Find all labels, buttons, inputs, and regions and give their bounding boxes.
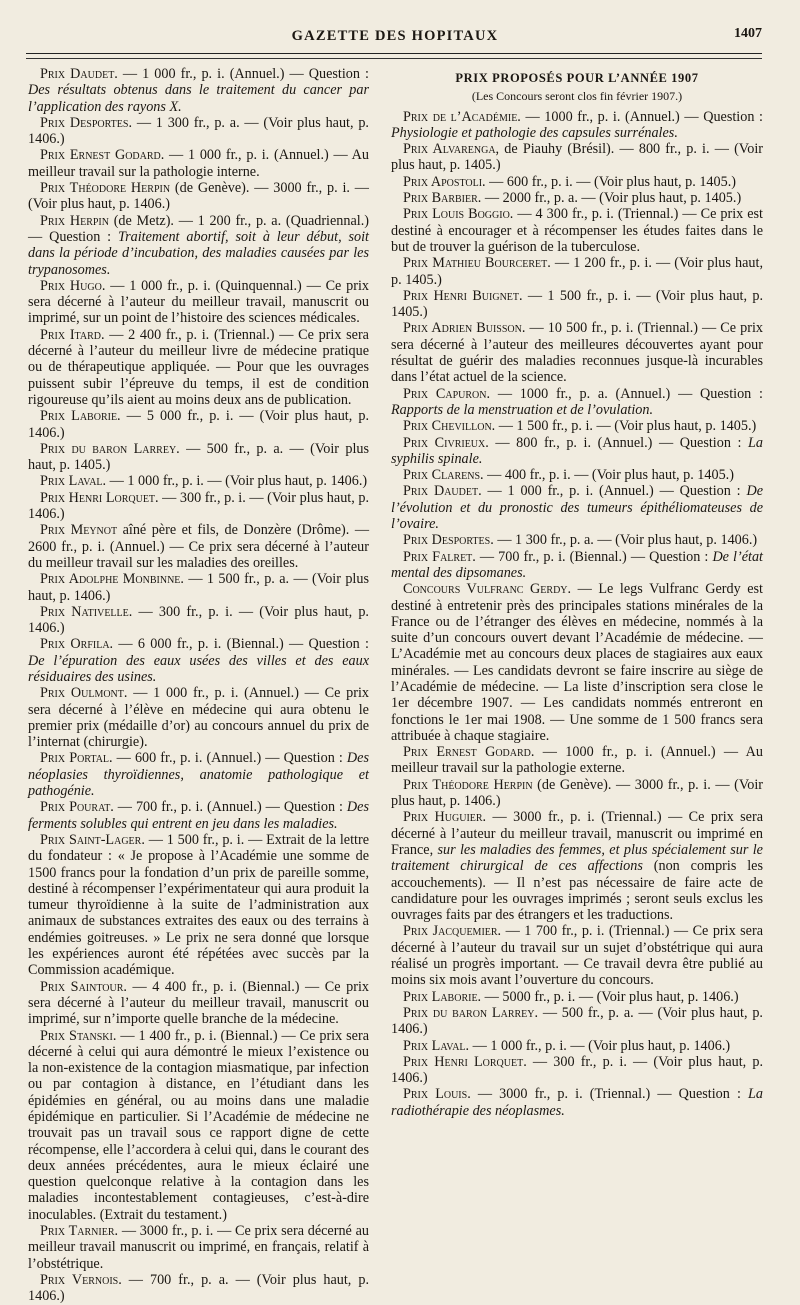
prize-details: — 3000 fr., p. i. (Triennal.) — Ce prix sera décerné à l’auteur du meilleur travail, manuscrit ou imprimé en France, — [391, 809, 763, 858]
prize-name: Prix Henri Lorquet. — [403, 1053, 527, 1070]
prize-details: (de Metz). — 1 200 fr., p. a. (Quadriennal.) — Question : — [28, 212, 369, 245]
prize-entry — [391, 141, 763, 174]
prize-entry — [391, 809, 763, 923]
prize-entry — [28, 1272, 369, 1305]
prize-question: Rapports de la menstruation et de l’ovulation. — [391, 401, 654, 418]
prize-name: Prix du baron Larrey. — [403, 1004, 539, 1021]
prize-details: — 1 500 fr., p. a. — (Voir plus haut, p. 1406.) — [28, 571, 369, 604]
prize-name: Prix Barbier. — [403, 190, 482, 207]
prize-entry — [391, 923, 763, 988]
prize-details: — 1000 fr., p. i. (Annuel.) — Question : — [520, 108, 763, 125]
prize-entry — [28, 979, 369, 1028]
prize-name: Prix Stanski. — [40, 1027, 117, 1044]
prize-details: — 1 000 fr., p. i. (Annuel.) — Question : — [117, 66, 369, 82]
prize-name: Prix Jacquemier. — [403, 923, 502, 940]
prize-name: Prix Alvarenga, — [403, 141, 500, 158]
prize-entry — [391, 435, 763, 468]
prize-entry — [28, 636, 369, 685]
prize-name: Prix Oulmont. — [40, 685, 128, 702]
prize-name: Prix Clarens. — [403, 467, 484, 484]
prize-name: Prix Itard. — [40, 326, 105, 343]
prize-question: Des résultats obtenus dans le traitement du cancer par l’application des rayons X. — [28, 82, 369, 115]
prize-name: Prix Laborie. — [40, 408, 121, 425]
prize-details: de Piauhy (Brésil). — 800 fr., p. i. — (Voir plus haut, p. 1405.) — [391, 141, 763, 174]
prize-entry — [391, 190, 763, 206]
prize-details: — 1 000 fr., p. i. (Annuel.) — Ce prix sera décerné à l’élève en médecine qui aura obtenu le premier prix (médaille d’or) au concours annuel du prix de l’internat (chirurgie). — [28, 685, 369, 751]
prize-details: — 1 500 fr., p. i. — Extrait de la lettre du fondateur : « Je propose à l’Académie une somme de 1500 francs pour la fondation d’un prix de pareille somme, destiné à récompenser l’expérimentateur qui aura produit la tumeur thyroïdienne à la suite de l’administration aux animaux de substances extraites des eaux ou des terrains à endémies goitreuses. » Le prix ne sera donné que lorsque les expériences auront été répétées avec succès par la Commission académique. — [28, 831, 369, 979]
prize-entry — [28, 490, 369, 523]
prize-details: — 1000 fr., p. i. (Annuel.) — Au meilleur travail sur la pathologie externe. — [391, 744, 763, 777]
prize-details: — 300 fr., p. i. — (Voir plus haut, p. 1406.) — [28, 489, 369, 523]
prize-entry — [391, 483, 763, 532]
prize-details: — 700 fr., p. i. (Biennal.) — Question : — [475, 548, 713, 565]
prize-entry — [391, 1054, 763, 1087]
prize-details: — 1 500 fr., p. i. — (Voir plus haut, p. 1405.) — [391, 287, 763, 321]
prize-question: Des ferments solubles qui entrent en jeu dans les maladies. — [28, 799, 369, 832]
prize-name: Prix Tarnier. — [40, 1223, 119, 1240]
prize-name: Prix Civrieux. — [403, 434, 489, 451]
prize-name: Prix de l’Académie. — [403, 108, 521, 125]
prize-details: — 1 000 fr., p. i. — (Voir plus haut, p. 1406.) — [106, 473, 368, 490]
prize-name: Prix Portal. — [40, 750, 113, 767]
prize-name: Prix Apostoli. — [403, 173, 486, 190]
prize-entry — [28, 604, 369, 637]
page-number: 1407 — [734, 26, 762, 41]
prize-entry — [28, 799, 369, 832]
prize-name: Prix Ernest Godard. — [403, 744, 535, 761]
prize-entry — [28, 66, 369, 115]
prize-name: Prix Louis Boggio. — [403, 206, 514, 223]
prize-details: — 10 500 fr., p. i. (Triennal.) — Ce prix sera décerné à l’auteur des meilleures découvertes ayant pour résultat de guérir des maladies reconnues jusque-là incurables dans l’état actuel de la science. — [391, 320, 763, 386]
page-header — [28, 22, 762, 48]
prize-name: Prix Hugo. — [40, 277, 106, 294]
prize-entry — [391, 320, 763, 385]
prize-name: Prix Meynot — [40, 522, 118, 539]
prize-entry — [28, 1223, 369, 1272]
prize-name: Prix Théodore Herpin — [403, 776, 533, 793]
prize-details: — 3000 fr., p. i. — Ce prix sera décerné au meilleur travail manuscrit ou imprimé, en français, relatif à l’obstétrique. — [28, 1223, 369, 1272]
prize-details: — 1 400 fr., p. i. (Biennal.) — Ce prix sera décerné à celui qui aura démontré le mieux l’existence ou la non-existence de la contagion miasmatique, par infection ou par contagion à distance, en l’étudiant dans les épidémies en général, ou au moins dans une maladie épidémique en particulier. Si l’Académie de médecine ne trouvait pas un travail sous ce rapport digne de cette récompense, elle l’accordera à celui qui, dans le courant des deux années précédentes, aura le mieux éclairé une question quelconque relative à la contagion dans les maladies incontestablement contagieuses, c’est-à-dire inoculables. (Extrait du testament.) — [28, 1027, 370, 1223]
prize-name: Prix Pourat. — [40, 799, 114, 816]
prize-name: Prix Daudet. — [40, 66, 118, 82]
prize-details: — 6 000 fr., p. i. (Biennal.) — Question : — [113, 636, 369, 653]
prize-entry — [391, 989, 763, 1005]
prize-details: — Le legs Vulfranc Gerdy est destiné à entretenir près des principales stations minérales de la France ou de l’étranger des élèves en médecine, nommés à la suite d’un concours ouvert devant l’Académie de médecine. — L’Académie met au concours deux places de stagiaires aux eaux minérales. — Les candidats devront se faire inscrire au siège de l’Académie de médecine. — La liste d’inscription sera close le 1er décembre 1907. — Les candidats nommés entreront en fonctions le 1er mai 1908. — Une somme de 1 500 francs sera attribuée à chaque stagiaire. — [391, 581, 763, 744]
prize-name: Prix Orfila. — [40, 636, 114, 653]
header-rule — [26, 53, 762, 54]
prize-name: Prix Daudet. — [403, 483, 482, 500]
journal-title: GAZETTE DES HOPITAUX — [291, 28, 499, 44]
section-title: PRIX PROPOSÉS POUR L’ANNÉE 1907 — [455, 71, 699, 85]
prize-name: Prix Desportes. — [403, 532, 494, 549]
prize-entry — [391, 174, 763, 190]
prize-name: Prix Théodore Herpin — [40, 180, 171, 197]
section-subtitle: (Les Concours seront clos fin février 1907.) — [471, 89, 683, 104]
prize-entry — [391, 109, 763, 142]
prize-entry — [28, 213, 369, 278]
prize-question: Des néoplasies thyroïdiennes, anatomie pathologique et pathogénie. — [28, 750, 369, 800]
prize-details: — 600 fr., p. i. (Annuel.) — Question : — [112, 750, 347, 767]
left-column — [28, 66, 369, 1305]
prize-details: — 1000 fr., p. a. (Annuel.) — Question : — [490, 385, 763, 402]
prize-name: Prix Chevillon. — [403, 418, 496, 435]
prize-name: Prix Louis. — [403, 1086, 471, 1103]
prize-name: Prix Vernois. — [40, 1271, 122, 1288]
prize-name: Prix Mathieu Bourceret. — [403, 255, 551, 272]
prize-entry — [28, 408, 369, 441]
prize-details: — 5 000 fr., p. i. — (Voir plus haut, p. 1406.) — [28, 408, 369, 441]
prize-details: — 1 300 fr., p. a. — (Voir plus haut, p. 1406.) — [493, 532, 758, 549]
prize-name: Prix Falret. — [403, 548, 476, 565]
prize-entry — [391, 1005, 763, 1038]
prize-details: — 500 fr., p. a. — (Voir plus haut, p. 1406.) — [391, 1004, 763, 1038]
prize-name: Prix Henri Lorquet. — [40, 489, 159, 506]
prize-entry — [28, 473, 369, 489]
prize-question: Physiologie et pathologie des capsules surrénales. — [391, 124, 678, 141]
prize-details: — 3000 fr., p. i. (Triennal.) — Question : — [470, 1086, 748, 1103]
prize-details: — 4 400 fr., p. i. (Biennal.) — Ce prix sera décerné à l’auteur du meilleur travail, manuscrit ou imprimé, sur n’importe quelle branche de la médecine. — [28, 978, 369, 1028]
prize-entry — [28, 685, 369, 750]
prize-name: Prix Desportes. — [40, 114, 133, 131]
prize-details: (de Genève). — 3000 fr., p. i. — (Voir plus haut, p. 1406.) — [28, 180, 369, 213]
prize-name: Prix Saintour. — [40, 978, 127, 995]
prize-entry — [28, 522, 369, 571]
prize-entry — [28, 441, 369, 474]
prize-entry — [391, 581, 763, 744]
prize-question: Traitement abortif, soit à leur début, soit dans la période d’incubation, des maladies causées par les trypanosomes. — [28, 228, 369, 278]
prize-details: — 2000 fr., p. a. — (Voir plus haut, p. 1405.) — [481, 190, 742, 207]
prize-name: Prix Saint-Lager. — [40, 831, 145, 848]
prize-name: Prix Huguier. — [403, 809, 487, 826]
prize-name: Prix Laborie. — [403, 988, 482, 1005]
right-column — [391, 66, 763, 1119]
prize-entry — [28, 327, 369, 408]
prize-name: Prix Laval. — [40, 473, 107, 490]
right-column-entries — [391, 109, 763, 1119]
prize-name: Concours Vulfranc Gerdy. — [403, 581, 572, 598]
prize-details: aîné père et fils, de Donzère (Drôme). — 2600 fr., p. i. (Annuel.) — Ce prix sera décerné à l’auteur du meilleur travail sur les maladies des oreilles. — [28, 522, 370, 571]
prize-entry — [28, 750, 369, 799]
prize-name: Prix Ernest Godard. — [40, 147, 165, 164]
prize-name: Prix Nativelle. — [40, 603, 133, 620]
prize-details-after: (non compris les accouchements). — Il n’est pas nécessaire de faire acte de candidature pour les ouvrages imprimés ; seront seuls exclus les ouvrages faits par des étrangers et les traductions. — [391, 858, 763, 924]
prize-details: — 5000 fr., p. i. — (Voir plus haut, p. 1406.) — [481, 988, 739, 1005]
prize-details: — 1 000 fr., p. i. — (Voir plus haut, p. 1406.) — [469, 1037, 731, 1054]
prize-entry — [391, 777, 763, 810]
prize-entry — [28, 180, 369, 213]
prize-entry — [391, 288, 763, 321]
prize-name: Prix Adolphe Monbinne. — [40, 571, 184, 588]
header-rule-thin — [26, 58, 762, 59]
prize-entry — [391, 386, 763, 419]
prize-entry — [391, 206, 763, 255]
prize-details: — 700 fr., p. i. (Annuel.) — Question : — [113, 799, 347, 816]
prize-details: — 1 200 fr., p. i. — (Voir plus haut, p. 1405.) — [391, 255, 763, 288]
prize-details: — 4 300 fr., p. i. (Triennal.) — Ce prix est destiné à encourager et à récompenser les études faites dans le but de trouver la guérison de la tuberculose. — [391, 206, 763, 255]
prize-name: Prix du baron Larrey. — [40, 440, 180, 457]
prize-entry — [391, 1038, 763, 1054]
prize-question: sur les maladies des femmes, et plus spécialement sur le traitement chirurgical de ces affections — [391, 841, 763, 875]
prize-question: De l’état mental des dipsomanes. — [391, 548, 763, 581]
prize-entry — [391, 1086, 763, 1119]
prize-details: — 1 000 fr., p. i. (Annuel.) — Question : — [481, 483, 747, 500]
prize-question: De l’épuration des eaux usées des villes et des eaux résiduaires des usines. — [28, 652, 369, 685]
prize-details: — 500 fr., p. a. — (Voir plus haut, p. 1405.) — [28, 440, 370, 474]
prize-details: — 2 400 fr., p. i. (Triennal.) — Ce prix sera décerné à l’auteur du meilleur livre de médecine pratique ou de thérapeutique appliquée. — Pour que les ouvrages puissent subir l’épreuve du temps, il est de condition rigoureuse qu’ils aient au moins deux ans de publication. — [28, 326, 369, 408]
prize-question: De l’évolution et du pronostic des tumeurs épithéliomateuses de l’ovaire. — [391, 483, 763, 533]
prize-entry — [28, 115, 369, 148]
prize-entry — [391, 532, 763, 548]
prize-details: — 1 000 fr., p. i. (Annuel.) — Au meilleur travail sur la pathologie interne. — [28, 147, 369, 180]
prize-details: (de Genève). — 3000 fr., p. i. — (Voir plus haut, p. 1406.) — [391, 776, 764, 810]
prize-details: — 400 fr., p. i. — (Voir plus haut, p. 1405.) — [483, 467, 734, 484]
prize-entry — [391, 467, 763, 483]
prize-entry — [28, 1028, 369, 1224]
prize-details: — 1 700 fr., p. i. (Triennal.) — Ce prix sera décerné à l’auteur du travail sur un sujet d’obstétrique qui aura réalisé un progrès important. — Ce travail devra être publié au moins six mois avant l’ouverture du concours. — [391, 923, 763, 989]
prize-name: Prix Laval. — [403, 1037, 470, 1054]
prize-entry — [391, 418, 763, 434]
prize-details: — 600 fr., p. i. — (Voir plus haut, p. 1405.) — [485, 173, 736, 190]
prize-entry — [28, 147, 369, 180]
prize-details: — 1 300 fr., p. a. — (Voir plus haut, p. 1406.) — [28, 114, 369, 148]
prize-name: Prix Adrien Buisson. — [403, 320, 526, 337]
prize-details: — 300 fr., p. i. — (Voir plus haut, p. 1406.) — [28, 603, 369, 637]
prize-entry — [28, 832, 369, 979]
prize-name: Prix Herpin — [40, 212, 109, 229]
prize-entry — [28, 571, 369, 604]
prize-entry — [391, 549, 763, 582]
prize-details: — 300 fr., p. i. — (Voir plus haut, p. 1406.) — [391, 1053, 763, 1087]
prize-question: La syphilis spinale. — [391, 434, 763, 467]
prize-name: Prix Capuron. — [403, 385, 491, 402]
prize-details: — 800 fr., p. i. (Annuel.) — Question : — [488, 434, 749, 451]
prize-details: — 1 000 fr., p. i. (Quinquennal.) — Ce prix sera décerné à l’auteur du meilleur travail, manuscrit ou imprimé, sur un point de l’histoire des sciences médicales. — [28, 277, 369, 327]
prize-entry — [28, 278, 369, 327]
prize-name: Prix Henri Buignet. — [403, 287, 523, 304]
prize-details: — 1 500 fr., p. i. — (Voir plus haut, p. 1405.) — [495, 418, 757, 435]
prize-entry — [391, 255, 763, 288]
prize-entry — [391, 744, 763, 777]
prize-details: — 700 fr., p. a. — (Voir plus haut, p. 1406.) — [28, 1271, 369, 1305]
prize-question: La radiothérapie des néoplasmes. — [391, 1086, 763, 1119]
